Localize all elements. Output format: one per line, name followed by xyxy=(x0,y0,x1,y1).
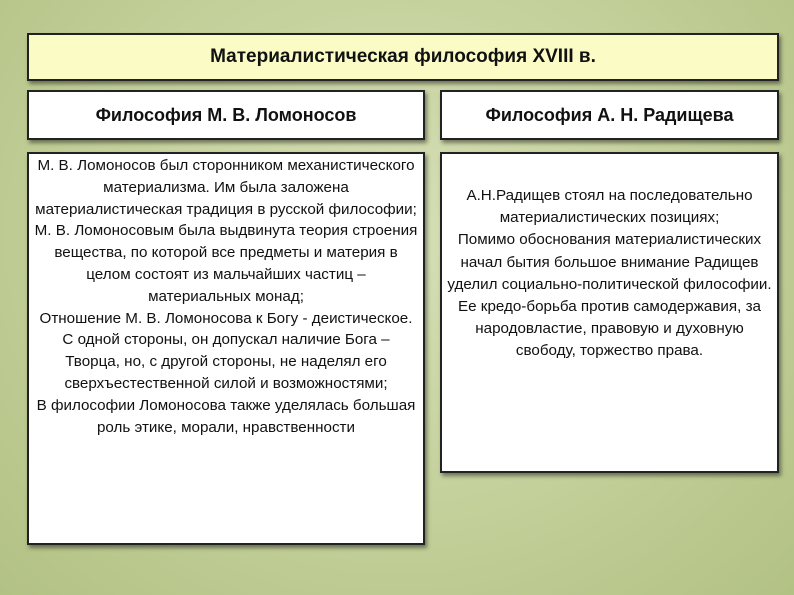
radishchev-paragraph-social-philosophy: Помимо обоснования материалистических начал бытия большое внимание Радищев уделил социально-политической философии. xyxy=(447,231,772,293)
radishchev-paragraph-materialism: А.Н.Радищев стоял на последовательно материалистических позициях; xyxy=(466,187,753,227)
lomonosov-paragraph-materialism: М. В. Ломоносов был сторонником механистического материализма. Им была заложена материалистическая традиция в русской философии; xyxy=(35,157,417,218)
slide-title: Материалистическая философия XVIII в. xyxy=(27,33,779,81)
lomonosov-paragraph-matter-theory: М. В. Ломоносовым была выдвинута теория строения вещества, по которой все предметы и материя в целом состоят из мальчайших частиц – материальных монад; xyxy=(34,222,418,305)
radishchev-header: Философия А. Н. Радищева xyxy=(440,90,779,140)
radishchev-content xyxy=(440,152,779,473)
lomonosov-content xyxy=(27,152,425,545)
lomonosov-paragraph-ethics: В философии Ломоносова также уделялась большая роль этике, морали, нравственности xyxy=(36,396,416,436)
lomonosov-header: Философия М. В. Ломоносов xyxy=(27,90,425,140)
lomonosov-paragraph-god: Отношение М. В. Ломоносова к Богу - деистическое. С одной стороны, он допускал наличие Бога – Творца, но, с другой стороны, не наделял его сверхъестественной силой и возможностями; xyxy=(39,309,413,392)
radishchev-paragraph-credo: Ее кредо-борьба против самодержавия, за народовластие, правовую и духовную свободу, торжество права. xyxy=(458,298,761,360)
